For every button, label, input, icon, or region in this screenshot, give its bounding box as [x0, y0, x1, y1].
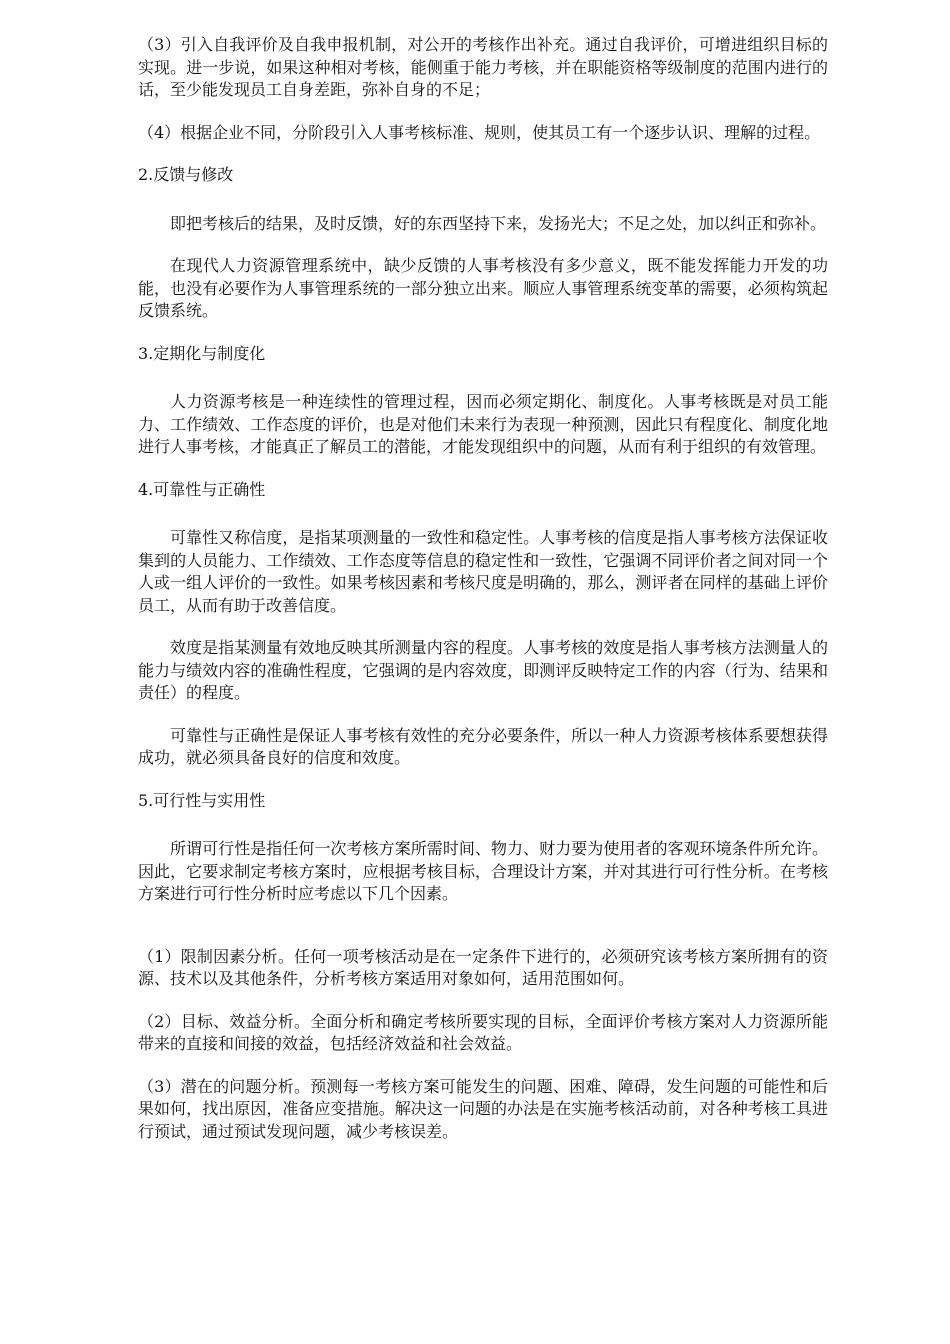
- section-heading-2: 2.反馈与修改: [138, 165, 234, 184]
- paragraph-feedback-1: 即把考核后的结果，及时反馈，好的东西坚持下来，发扬光大；不足之处，加以纠正和弥补。: [170, 213, 827, 233]
- paragraph-item-4: （4）根据企业不同，分阶段引入人事考核标准、规则，使其员工有一个逐步认识、理解的过程。: [138, 122, 821, 142]
- paragraph-regularization: 人力资源考核是一种连续性的管理过程，因而必须定期化、制度化。人事考核既是对员工能力、工作绩效、工作态度的评价，也是对他们未来行为表现一种预测，因此只有程度化、制度化地进行人事考核，才能真正了解员工的潜能，才能发现组织中的问题，从而有利于组织的有效管理。: [138, 392, 828, 456]
- paragraph-item-3b: （3）潜在的问题分析。预测每一考核方案可能发生的问题、困难、障碍，发生问题的可能性和后果如何，找出原因，准备应变措施。解决这一问题的办法是在实施考核活动前，对各种考核工具进行预试，通过预试发现问题，减少考核误差。: [138, 1076, 828, 1141]
- paragraph-item-3: （3）引入自我评价及自我申报机制，对公开的考核作出补充。通过自我评价，可增进组织目标的实现。进一步说，如果这种相对考核，能侧重于能力考核，并在职能资格等级制度的范围内进行的话，至少能发现员工自身差距，弥补自身的不足；: [138, 35, 828, 99]
- section-heading-3: 3.定期化与制度化: [138, 343, 266, 363]
- paragraph-item-2: （2）目标、效益分析。全面分析和确定考核所要实现的目标，全面评价考核方案对人力资源所能带来的直接和间接的效益，包括经济效益和社会效益。: [138, 1011, 828, 1053]
- paragraph-reliability: 可靠性又称信度，是指某项测量的一致性和稳定性。人事考核的信度是指人事考核方法保证收集到的人员能力、工作绩效、工作态度等信息的稳定性和一致性，它强调不同评价者之间对同一个人或一组人评价的一致性。如果考核因素和考核尺度是明确的，那么，测评者在同样的基础上评价员工，从而有助于改善信度。: [138, 528, 828, 615]
- section-heading-4: 4.可靠性与正确性: [138, 479, 266, 499]
- paragraph-validity: 效度是指某测量有效地反映其所测量内容的程度。人事考核的效度是指人事考核方法测量人的能力与绩效内容的准确性程度，它强调的是内容效度，即测评反映特定工作的内容（行为、结果和责任）的程度。: [138, 638, 828, 702]
- paragraph-feedback-2: 在现代人力资源管理系统中，缺少反馈的人事考核没有多少意义，既不能发挥能力开发的功能，也没有必要作为人事管理系统的一部分独立出来。顺应人事管理系统变革的需要，必须构筑起反馈系统。: [138, 256, 828, 320]
- paragraph-item-1: （1）限制因素分析。任何一项考核活动是在一定条件下进行的，必须研究该考核方案所拥有的资源、技术以及其他条件，分析考核方案适用对象如何，适用范围如何。: [138, 946, 828, 988]
- document-page: [138, 30, 828, 1143]
- paragraph-reliability-validity: 可靠性与正确性是保证人事考核有效性的充分必要条件，所以一种人力资源考核体系要想获得成功，就必须具备良好的信度和效度。: [138, 725, 828, 767]
- section-heading-5: 5.可行性与实用性: [138, 790, 266, 810]
- paragraph-feasibility: 所谓可行性是指任何一次考核方案所需时间、物力、财力要为使用者的客观环境条件所允许。因此，它要求制定考核方案时，应根据考核目标，合理设计方案，并对其进行可行性分析。在考核方案进行可行性分析时应考虑以下几个因素。: [138, 839, 828, 903]
